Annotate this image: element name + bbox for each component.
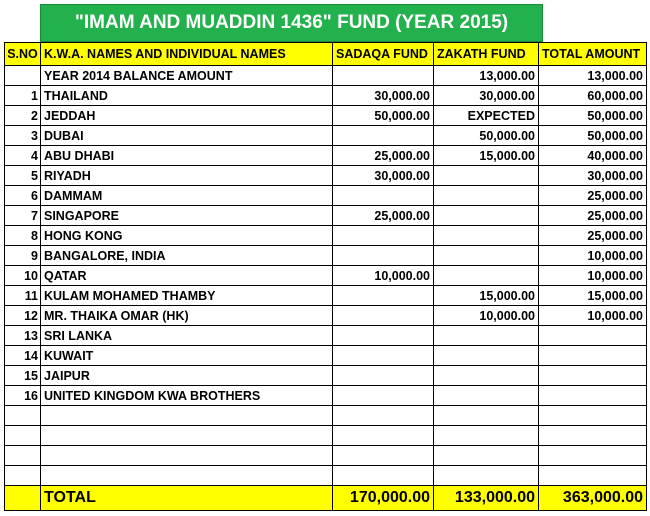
row-name [41, 426, 333, 446]
row-sadaqa: 50,000.00 [333, 106, 434, 126]
row-zakath: 10,000.00 [434, 306, 539, 326]
row-sadaqa [333, 406, 434, 426]
row-name: DUBAI [41, 126, 333, 146]
row-total: 50,000.00 [539, 106, 647, 126]
table-row [5, 166, 647, 186]
row-total: 30,000.00 [539, 166, 647, 186]
row-zakath [434, 466, 539, 486]
total-sno-cell [5, 486, 41, 511]
total-row [5, 486, 647, 511]
row-total [539, 326, 647, 346]
table-row [5, 366, 647, 386]
row-sno: 3 [5, 126, 41, 146]
row-total: 10,000.00 [539, 306, 647, 326]
row-total: 10,000.00 [539, 246, 647, 266]
row-sadaqa [333, 326, 434, 346]
row-zakath [434, 406, 539, 426]
row-zakath: 15,000.00 [434, 286, 539, 306]
table-row [5, 326, 647, 346]
row-sadaqa [333, 446, 434, 466]
row-name [41, 406, 333, 426]
row-zakath [434, 426, 539, 446]
row-name: DAMMAM [41, 186, 333, 206]
table-row [5, 386, 647, 406]
table-row [5, 306, 647, 326]
table-row [5, 266, 647, 286]
row-name [41, 466, 333, 486]
row-zakath [434, 326, 539, 346]
total-amount: 363,000.00 [539, 486, 647, 511]
total-sadaqa: 170,000.00 [333, 486, 434, 511]
row-name: QATAR [41, 266, 333, 286]
header-row [5, 43, 647, 66]
row-zakath [434, 386, 539, 406]
table-row [5, 426, 647, 446]
row-sadaqa [333, 126, 434, 146]
header-names: K.W.A. NAMES AND INDIVIDUAL NAMES [41, 43, 333, 66]
row-sadaqa [333, 346, 434, 366]
row-sno: 13 [5, 326, 41, 346]
row-name [41, 446, 333, 466]
row-zakath [434, 166, 539, 186]
table-row [5, 446, 647, 466]
row-sno: 16 [5, 386, 41, 406]
row-name: SINGAPORE [41, 206, 333, 226]
header-sadaqa: SADAQA FUND [333, 43, 434, 66]
row-total [539, 366, 647, 386]
row-zakath [434, 266, 539, 286]
row-sno [5, 66, 41, 86]
table-row [5, 466, 647, 486]
row-sadaqa [333, 226, 434, 246]
row-name: HONG KONG [41, 226, 333, 246]
row-zakath [434, 446, 539, 466]
row-sno: 12 [5, 306, 41, 326]
row-sadaqa [333, 246, 434, 266]
row-name: KULAM MOHAMED THAMBY [41, 286, 333, 306]
row-total: 15,000.00 [539, 286, 647, 306]
row-total: 10,000.00 [539, 266, 647, 286]
table-row [5, 86, 647, 106]
row-sno: 8 [5, 226, 41, 246]
row-total [539, 346, 647, 366]
row-sadaqa: 25,000.00 [333, 206, 434, 226]
sheet-title: "IMAM AND MUADDIN 1436" FUND (YEAR 2015) [40, 4, 543, 42]
row-sno: 6 [5, 186, 41, 206]
table-row [5, 246, 647, 266]
fund-table [4, 42, 647, 511]
total-zakath: 133,000.00 [434, 486, 539, 511]
table-row [5, 186, 647, 206]
row-sno: 1 [5, 86, 41, 106]
row-sadaqa [333, 286, 434, 306]
row-name: JEDDAH [41, 106, 333, 126]
row-zakath [434, 346, 539, 366]
row-sno: 14 [5, 346, 41, 366]
row-name: MR. THAIKA OMAR (HK) [41, 306, 333, 326]
row-sadaqa [333, 466, 434, 486]
row-name: SRI LANKA [41, 326, 333, 346]
row-zakath: 15,000.00 [434, 146, 539, 166]
row-zakath: 30,000.00 [434, 86, 539, 106]
row-name: UNITED KINGDOM KWA BROTHERS [41, 386, 333, 406]
row-total [539, 466, 647, 486]
row-zakath [434, 206, 539, 226]
row-sno: 4 [5, 146, 41, 166]
row-sadaqa [333, 366, 434, 386]
row-zakath [434, 366, 539, 386]
header-zakath: ZAKATH FUND [434, 43, 539, 66]
row-sadaqa [333, 386, 434, 406]
row-zakath: 50,000.00 [434, 126, 539, 146]
row-total: 25,000.00 [539, 206, 647, 226]
table-row [5, 406, 647, 426]
row-sno: 10 [5, 266, 41, 286]
row-zakath [434, 246, 539, 266]
row-sno: 9 [5, 246, 41, 266]
row-zakath [434, 226, 539, 246]
header-total: TOTAL AMOUNT [539, 43, 647, 66]
row-total: 50,000.00 [539, 126, 647, 146]
row-sadaqa: 30,000.00 [333, 166, 434, 186]
row-total: 25,000.00 [539, 186, 647, 206]
row-name: KUWAIT [41, 346, 333, 366]
table-row [5, 346, 647, 366]
table-row [5, 226, 647, 246]
row-sadaqa [333, 66, 434, 86]
row-sadaqa [333, 306, 434, 326]
row-sno [5, 406, 41, 426]
row-total [539, 426, 647, 446]
row-sadaqa: 25,000.00 [333, 146, 434, 166]
row-total: 13,000.00 [539, 66, 647, 86]
table-row [5, 206, 647, 226]
row-zakath: EXPECTED [434, 106, 539, 126]
total-label: TOTAL [41, 486, 333, 511]
row-total [539, 446, 647, 466]
row-sadaqa [333, 186, 434, 206]
row-sno: 11 [5, 286, 41, 306]
fund-sheet [4, 4, 646, 511]
table-row [5, 146, 647, 166]
row-name: THAILAND [41, 86, 333, 106]
row-name: YEAR 2014 BALANCE AMOUNT [41, 66, 333, 86]
title-row [4, 4, 646, 42]
row-name: ABU DHABI [41, 146, 333, 166]
row-sno: 5 [5, 166, 41, 186]
table-row [5, 126, 647, 146]
row-sno [5, 466, 41, 486]
row-name: JAIPUR [41, 366, 333, 386]
header-sno: S.NO [5, 43, 41, 66]
row-total: 60,000.00 [539, 86, 647, 106]
row-sadaqa [333, 426, 434, 446]
row-total: 40,000.00 [539, 146, 647, 166]
row-name: BANGALORE, INDIA [41, 246, 333, 266]
row-sadaqa: 30,000.00 [333, 86, 434, 106]
table-row [5, 286, 647, 306]
row-sno: 7 [5, 206, 41, 226]
row-sno: 2 [5, 106, 41, 126]
row-zakath: 13,000.00 [434, 66, 539, 86]
table-row [5, 66, 647, 86]
row-sadaqa: 10,000.00 [333, 266, 434, 286]
row-sno [5, 426, 41, 446]
row-total: 25,000.00 [539, 226, 647, 246]
row-total [539, 406, 647, 426]
row-total [539, 386, 647, 406]
row-sno: 15 [5, 366, 41, 386]
table-row [5, 106, 647, 126]
row-name: RIYADH [41, 166, 333, 186]
row-zakath [434, 186, 539, 206]
row-sno [5, 446, 41, 466]
